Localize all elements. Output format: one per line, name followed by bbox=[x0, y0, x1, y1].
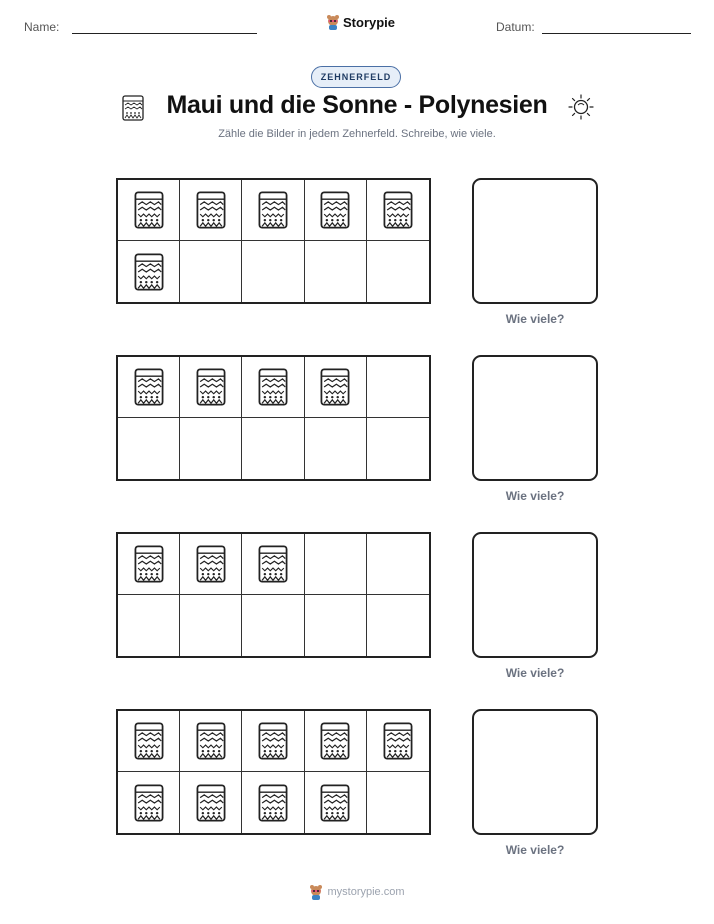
tapa-cloth-icon bbox=[383, 722, 413, 760]
ten-frame-cell bbox=[180, 534, 242, 595]
ten-frame-cell bbox=[180, 772, 242, 833]
bear-mascot-icon bbox=[309, 884, 323, 900]
ten-frame-cell bbox=[180, 180, 242, 241]
ten-frame-cell bbox=[118, 418, 180, 479]
ten-frame-cell bbox=[305, 595, 367, 656]
answer-label-2: Wie viele? bbox=[505, 489, 565, 503]
tapa-cloth-icon bbox=[196, 722, 226, 760]
ten-frame-cell bbox=[242, 772, 304, 833]
answer-label-1: Wie viele? bbox=[505, 312, 565, 326]
ten-frame-cell bbox=[367, 180, 429, 241]
tapa-cloth-icon bbox=[320, 784, 350, 822]
answer-box-1[interactable] bbox=[472, 178, 598, 304]
instructions: Zähle die Bilder in jedem Zehnerfeld. Schreibe, wie viele. bbox=[218, 128, 496, 140]
ten-frame-cell bbox=[118, 180, 180, 241]
ten-frame-cell bbox=[242, 418, 304, 479]
ten-frame-cell bbox=[367, 357, 429, 418]
ten-frame-cell bbox=[118, 711, 180, 772]
ten-frame-cell bbox=[180, 711, 242, 772]
tapa-cloth-icon bbox=[134, 784, 164, 822]
ten-frame-cell bbox=[367, 711, 429, 772]
ten-frame-3 bbox=[116, 532, 431, 658]
tapa-cloth-icon bbox=[258, 722, 288, 760]
answer-box-4[interactable] bbox=[472, 709, 598, 835]
ten-frame-cell bbox=[367, 772, 429, 833]
tapa-cloth-icon bbox=[196, 545, 226, 583]
ten-frame-cell bbox=[305, 180, 367, 241]
tapa-cloth-icon bbox=[134, 191, 164, 229]
tapa-cloth-icon bbox=[383, 191, 413, 229]
answer-label-4: Wie viele? bbox=[505, 843, 565, 857]
ten-frame-cell bbox=[180, 595, 242, 656]
name-label: Name: bbox=[24, 20, 60, 34]
ten-frame-cell bbox=[118, 241, 180, 302]
tapa-cloth-icon bbox=[258, 545, 288, 583]
tapa-cloth-icon bbox=[134, 545, 164, 583]
ten-frame-cell bbox=[242, 180, 304, 241]
tapa-cloth-icon bbox=[258, 368, 288, 406]
ten-frame-cell bbox=[305, 772, 367, 833]
ten-frame-cell bbox=[180, 241, 242, 302]
ten-frame-cell bbox=[367, 595, 429, 656]
ten-frame-cell bbox=[242, 241, 304, 302]
topic-badge: ZEHNERFELD bbox=[311, 66, 401, 88]
tapa-cloth-icon bbox=[196, 784, 226, 822]
footer-url: mystorypie.com bbox=[327, 886, 405, 898]
tapa-cloth-icon bbox=[134, 722, 164, 760]
ten-frame-cell bbox=[118, 534, 180, 595]
ten-frame-cell bbox=[242, 711, 304, 772]
tapa-cloth-icon bbox=[134, 253, 164, 291]
tapa-cloth-icon bbox=[320, 191, 350, 229]
date-line[interactable] bbox=[542, 33, 691, 34]
ten-frame-cell bbox=[305, 241, 367, 302]
ten-frame-cell bbox=[118, 595, 180, 656]
ten-frame-cell bbox=[242, 595, 304, 656]
ten-frame-4 bbox=[116, 709, 431, 835]
ten-frame-cell bbox=[242, 534, 304, 595]
ten-frame-cell bbox=[305, 418, 367, 479]
tapa-cloth-icon bbox=[258, 191, 288, 229]
ten-frame-cell bbox=[118, 772, 180, 833]
name-line[interactable] bbox=[72, 33, 257, 34]
ten-frame-cell bbox=[367, 241, 429, 302]
ten-frame-cell bbox=[180, 357, 242, 418]
brand-name: Storypie bbox=[343, 14, 396, 30]
ten-frame-cell bbox=[242, 357, 304, 418]
page-title: Maui und die Sonne - Polynesien bbox=[166, 91, 548, 119]
ten-frame-cell bbox=[305, 357, 367, 418]
answer-box-3[interactable] bbox=[472, 532, 598, 658]
tapa-cloth-icon bbox=[134, 368, 164, 406]
ten-frame-cell bbox=[367, 534, 429, 595]
tapa-cloth-icon bbox=[196, 368, 226, 406]
tapa-cloth-icon bbox=[196, 191, 226, 229]
brand-logo bbox=[326, 14, 395, 30]
sun-icon bbox=[567, 93, 595, 121]
answer-label-3: Wie viele? bbox=[505, 666, 565, 680]
ten-frame-cell bbox=[180, 418, 242, 479]
ten-frame-2 bbox=[116, 355, 431, 481]
ten-frame-cell bbox=[305, 534, 367, 595]
ten-frame-1 bbox=[116, 178, 431, 304]
footer bbox=[0, 884, 714, 900]
date-label: Datum: bbox=[496, 20, 535, 34]
ten-frame-cell bbox=[305, 711, 367, 772]
ten-frame-cell bbox=[118, 357, 180, 418]
answer-box-2[interactable] bbox=[472, 355, 598, 481]
tapa-cloth-icon bbox=[320, 722, 350, 760]
tapa-cloth-icon bbox=[320, 368, 350, 406]
tapa-cloth-icon bbox=[258, 784, 288, 822]
ten-frame-cell bbox=[367, 418, 429, 479]
bear-mascot-icon bbox=[326, 14, 340, 30]
